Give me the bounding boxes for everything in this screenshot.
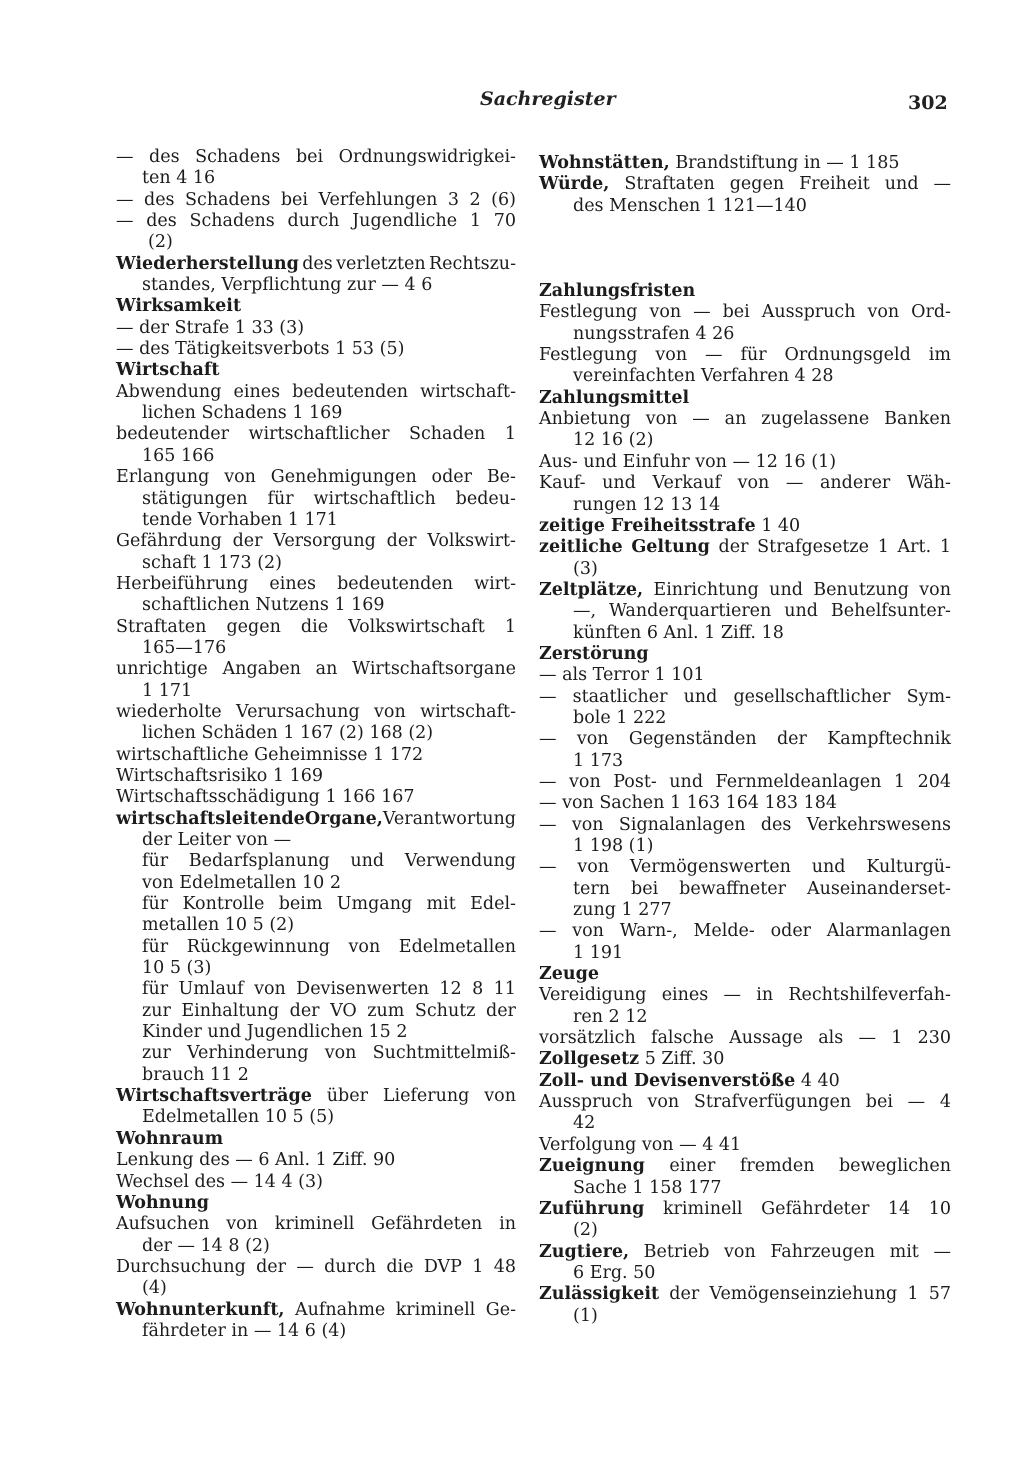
index-text: 1 173: [573, 750, 624, 771]
index-text: Wirtschaftsrisiko 1 169: [116, 765, 323, 786]
index-line: [539, 238, 951, 259]
index-text: Brandstiftung in — 1 185: [669, 153, 900, 173]
index-line: für Umlauf von Devisenwerten 12 8 11: [142, 979, 516, 1000]
index-line: [539, 943, 951, 964]
index-text: der Leiter von —: [142, 830, 292, 850]
index-term: Wohnstätten,: [539, 153, 670, 173]
index-text: der — 14 8 (2): [142, 1235, 270, 1256]
index-text: fährdeter in — 14 6 (4): [142, 1320, 347, 1341]
index-line: [116, 1193, 516, 1214]
index-line: für Bedarfsplanung und Verwendung: [142, 851, 516, 872]
index-line: zur Verhinderung von Suchtmittelmiß-: [142, 1043, 516, 1064]
index-text: des Menschen 1 121—140: [573, 195, 807, 216]
index-line: Festlegung von — bei Ausspruch von Ord-: [539, 302, 951, 323]
index-line: [539, 793, 951, 814]
index-text: Aus- und Einfuhr von — 12 16 (1): [539, 451, 837, 472]
index-line: [116, 360, 516, 381]
index-text: — der Strafe 1 33 (3): [116, 317, 305, 338]
index-line: [116, 638, 516, 659]
index-line: [116, 1107, 516, 1128]
index-line: für Kontrolle beim Umgang mit Edel-: [142, 894, 516, 915]
index-line: [116, 275, 516, 296]
index-line: [116, 403, 516, 424]
index-line: [539, 1113, 951, 1134]
page-number: 302: [908, 92, 948, 114]
index-text: Lenkung des — 6 Anl. 1 Ziff. 90: [116, 1150, 396, 1171]
index-line: [116, 1278, 516, 1299]
index-line: Straftaten gegen die Volkswirtschaft 1: [116, 616, 516, 637]
index-line: Abwendung eines bedeutenden wirtschaft-: [116, 381, 516, 402]
index-line: — des Schadens durch Jugendliche 1 70: [116, 211, 516, 232]
index-term: Wohnraum: [116, 1128, 224, 1149]
index-column-left: [116, 147, 516, 1342]
index-line: — von Post- und Fernmeldeanlagen 1 204: [539, 771, 951, 792]
index-line: Wiederherstellung des verletzten Rechtszu-: [116, 253, 516, 274]
index-line: [539, 1306, 951, 1327]
index-line: [539, 1178, 951, 1199]
index-line: [116, 1236, 516, 1257]
page-header-title: Sachregister: [480, 88, 616, 110]
index-line: zur Einhaltung der VO zum Schutz der: [142, 1000, 516, 1021]
index-line: [539, 196, 951, 217]
index-line: Festlegung von — für Ordnungsgeld im: [539, 345, 951, 366]
index-line: [116, 446, 516, 467]
index-text: 165—176: [142, 637, 227, 658]
index-text: rungen 12 13 14: [573, 494, 721, 515]
index-line: [539, 665, 951, 686]
index-line: [539, 644, 951, 665]
index-line: [539, 1049, 951, 1070]
index-line: Zeltplätze, Einrichtung und Benutzung von: [539, 579, 951, 600]
index-line: Kauf- und Verkauf von — anderer Wäh-: [539, 473, 951, 494]
index-line: [539, 452, 951, 473]
index-line: wiederholte Verursachung von wirtschaft-: [116, 701, 516, 722]
index-line: [539, 900, 951, 921]
index-line: zeitliche Geltung der Strafgesetze 1 Art. 1: [539, 537, 951, 558]
index-text: tende Vorhaben 1 171: [142, 509, 338, 530]
index-text: metallen 10 5 (2): [142, 915, 295, 936]
index-text: 1 171: [142, 680, 193, 701]
index-line: [539, 559, 951, 580]
index-line: [539, 153, 951, 174]
index-line: [116, 318, 516, 339]
index-line: Zulässigkeit der Vemögenseinziehung 1 57: [539, 1284, 951, 1305]
index-text: Wirtschaftsschädigung 1 166 167: [116, 787, 415, 808]
index-text: 42: [573, 1113, 596, 1134]
index-line: Ausspruch von Strafverfügungen bei — 4: [539, 1092, 951, 1113]
index-term: Wohnung: [116, 1192, 210, 1213]
index-line: Anbietung von — an zugelassene Banken: [539, 409, 951, 430]
index-term: Zeuge: [539, 964, 600, 985]
index-line: [116, 681, 516, 702]
index-line: für Rückgewinnung von Edelmetallen: [142, 936, 516, 957]
index-text: (3): [573, 558, 598, 579]
index-line: Würde, Straftaten gegen Freiheit und —: [539, 174, 951, 195]
index-line: — von Vermögenswerten und Kulturgü-: [539, 857, 951, 878]
index-line: Aufsuchen von kriminell Gefährdeten in: [116, 1214, 516, 1235]
index-line: [539, 366, 951, 387]
index-line: [116, 553, 516, 574]
index-text: — des Tätigkeitsverbots 1 53 (5): [116, 339, 405, 360]
index-text: 10 5 (3): [142, 958, 212, 979]
index-line: [539, 1220, 951, 1241]
index-line: [539, 430, 951, 451]
index-line: [539, 1007, 951, 1028]
index-term: Wirtschaft: [116, 360, 220, 381]
index-text: schaft 1 173 (2): [142, 552, 283, 573]
index-line: [116, 873, 516, 894]
index-text: von Edelmetallen 10 2: [142, 872, 341, 893]
index-line: — von Signalanlagen des Verkehrswesens: [539, 814, 951, 835]
index-text: (1): [573, 1305, 598, 1326]
index-text: wirtschaftliche Geheimnisse 1 172: [116, 744, 424, 765]
index-text: 6 Erg. 50: [573, 1262, 656, 1283]
index-line: wirtschaftsleitende Organe, Verantwortung: [116, 808, 516, 829]
index-line: [539, 217, 951, 238]
index-line: [539, 495, 951, 516]
index-line: [116, 296, 516, 317]
index-text: — von Sachen 1 163 164 183 184: [539, 793, 837, 814]
index-text: ren 2 12: [573, 1006, 648, 1027]
index-text: 12 16 (2): [573, 430, 654, 451]
index-line: [539, 623, 951, 644]
index-line: [539, 260, 951, 281]
index-line: [116, 595, 516, 616]
index-text: 4 40: [795, 1070, 840, 1091]
index-term: Zoll- und Devisenverstöße: [539, 1070, 796, 1091]
index-text: brauch 11 2: [142, 1064, 249, 1085]
index-text: standes, Verpflichtung zur — 4 6: [142, 275, 433, 296]
index-line: [116, 915, 516, 936]
index-line: Erlangung von Genehmigungen oder Be-: [116, 467, 516, 488]
index-line: [116, 1321, 516, 1342]
index-line: [539, 1263, 951, 1284]
index-line: [539, 751, 951, 772]
index-term: Zerstörung: [539, 643, 649, 664]
index-line: [539, 281, 951, 302]
index-text: 5 Ziff. 30: [639, 1049, 725, 1070]
index-text: Edelmetallen 10 5 (5): [142, 1107, 335, 1128]
index-term: zeitige Freiheitsstrafe: [539, 515, 756, 536]
index-text: lichen Schadens 1 169: [142, 403, 343, 424]
index-line: — des Schadens bei Ordnungswidrigkei-: [116, 147, 516, 167]
index-line: [116, 232, 516, 253]
index-line: — des Schadens bei Verfehlungen 3 2 (6): [116, 189, 516, 210]
index-line: [116, 830, 516, 851]
index-term: Wirksamkeit: [116, 296, 242, 317]
index-text: — als Terror 1 101: [539, 665, 705, 686]
index-line: [539, 516, 951, 537]
index-text: Verfolgung von — 4 41: [539, 1134, 742, 1155]
index-line: [116, 339, 516, 360]
index-text: ten 4 16: [142, 168, 216, 189]
index-text: vereinfachten Verfahren 4 28: [573, 366, 834, 387]
index-line: [116, 168, 516, 189]
index-line: [539, 388, 951, 409]
index-line: [539, 324, 951, 345]
index-line: [539, 836, 951, 857]
index-line: Zueignung einer fremden beweglichen: [539, 1156, 951, 1177]
index-text: lichen Schäden 1 167 (2) 168 (2): [142, 723, 434, 744]
index-line: — von Warn-, Melde- oder Alarmanlagen: [539, 921, 951, 942]
index-line: [116, 1065, 516, 1086]
index-line: [116, 1129, 516, 1150]
index-text: künften 6 Anl. 1 Ziff. 18: [573, 622, 784, 643]
index-text: schaftlichen Nutzens 1 169: [142, 595, 385, 616]
index-line: Zuführung kriminell Gefährdeter 14 10: [539, 1198, 951, 1219]
index-line: Wohnunterkunft, Aufnahme kriminell Ge-: [116, 1299, 516, 1320]
index-term: Zahlungsfristen: [539, 281, 696, 302]
index-line: Zugtiere, Betrieb von Fahrzeugen mit —: [539, 1241, 951, 1262]
index-text: Wechsel des — 14 4 (3): [116, 1171, 323, 1192]
index-text: Kinder und Jugendlichen 15 2: [142, 1022, 408, 1043]
index-line: [116, 745, 516, 766]
index-line: [116, 1022, 516, 1043]
index-line: stätigungen für wirtschaftlich bedeu-: [142, 488, 516, 509]
index-line: Wirtschaftsverträge über Lieferung von: [116, 1086, 516, 1107]
index-text: 1 191: [573, 942, 624, 963]
index-line: Herbeiführung eines bedeutenden wirt-: [116, 573, 516, 594]
index-line: [116, 1150, 516, 1171]
index-text: zung 1 277: [573, 900, 672, 921]
index-line: tern bei bewaffneter Auseinanderset-: [573, 878, 951, 899]
index-line: [539, 1135, 951, 1156]
index-term: Zahlungsmittel: [539, 387, 690, 408]
index-line: [539, 964, 951, 985]
index-line: unrichtige Angaben an Wirtschaftsorgane: [116, 659, 516, 680]
index-line: [116, 766, 516, 787]
index-text: (2): [573, 1220, 598, 1241]
index-text: (2): [148, 232, 173, 253]
index-line: [116, 1172, 516, 1193]
index-term: Zollgesetz: [539, 1049, 640, 1070]
index-line: Durchsuchung der — durch die DVP 1 48: [116, 1256, 516, 1277]
index-line: vorsätzlich falsche Aussage als — 1 230: [539, 1028, 951, 1049]
index-line: bedeutender wirtschaftlicher Schaden 1: [116, 424, 516, 445]
index-line: Gefährdung der Versorgung der Volkswirt-: [116, 531, 516, 552]
index-column-right: [539, 153, 951, 1327]
index-text: 1 198 (1): [573, 836, 654, 856]
index-line: — staatlicher und gesellschaftlicher Sym-: [539, 686, 951, 707]
index-text: (4): [142, 1278, 167, 1299]
index-line: [539, 1071, 951, 1092]
index-line: [116, 787, 516, 808]
index-text: 1 40: [755, 515, 801, 536]
index-text: 165 166: [142, 445, 215, 466]
index-text: bole 1 222: [573, 707, 667, 728]
index-line: [116, 723, 516, 744]
index-line: [539, 708, 951, 729]
index-line: — von Gegenständen der Kampftechnik: [539, 729, 951, 750]
index-line: [116, 958, 516, 979]
index-line: —, Wanderquartieren und Behelfsunter-: [573, 601, 951, 622]
index-text: Sache 1 158 177: [573, 1177, 722, 1198]
index-line: Vereidigung eines — in Rechtshilfeverfah-: [539, 985, 951, 1006]
index-line: [116, 510, 516, 531]
index-text: nungsstrafen 4 26: [573, 323, 735, 344]
